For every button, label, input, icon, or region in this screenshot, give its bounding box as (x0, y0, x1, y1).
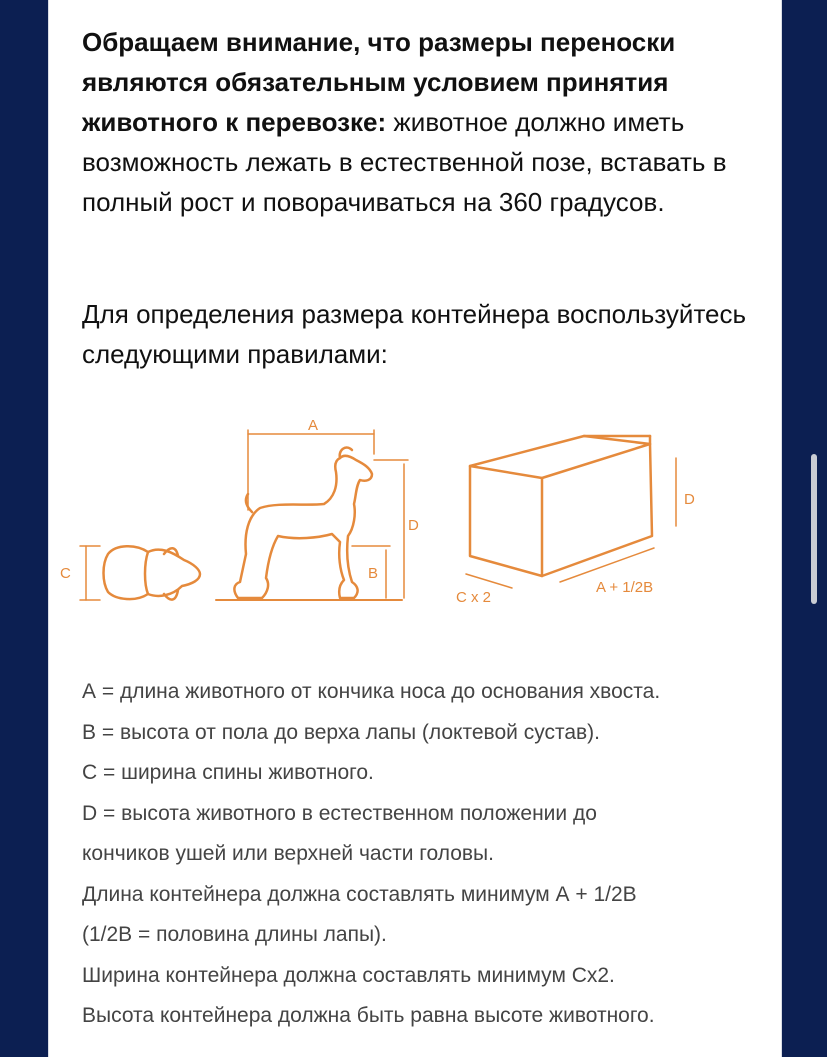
definition-line: D = высота животного в естественном положении до (82, 801, 597, 825)
definitions-list (82, 672, 772, 1037)
carrier-box-icon (470, 436, 652, 576)
label-b: B (368, 565, 379, 582)
definition-line: Высота контейнера должна быть равна высоте животного. (82, 1004, 655, 1027)
label-a: A (308, 417, 319, 434)
rules-intro-paragraph: Для определения размера контейнера воспользуйтесь следующими правилами: (82, 299, 747, 369)
label-a-half-b: A + 1/2B (596, 579, 654, 596)
intro-rest-text: животное должно иметь возможность лежать в естественной позе, вставать в полный рост и поворачиваться на 360 градусов. (82, 107, 727, 217)
definition-line: В = высота от пола до верха лапы (локтевой сустав). (82, 720, 601, 744)
intro-bold-text: Обращаем внимание, что размеры переноски являются обязательным условием принятия животного к перевозке: (82, 27, 676, 137)
label-cx2: C x 2 (456, 589, 492, 606)
scrollbar[interactable] (811, 454, 817, 604)
definition-line: Длина контейнера должна составлять минимум А + 1/2В (82, 882, 637, 906)
definition-line: Ширина контейнера должна составлять минимум Сх2. (82, 963, 615, 987)
label-d-dog: D (408, 517, 419, 534)
definition-line: (1/2В = половина длины лапы). (82, 923, 387, 946)
definition-line: А = длина животного от кончика носа до основания хвоста. (82, 680, 661, 703)
definition-line: кончиков ушей или верхней части головы. (82, 842, 494, 865)
label-d-box: D (684, 491, 695, 508)
dog-top-view-icon (80, 546, 200, 600)
definition-line: С = ширина спины животного. (82, 761, 374, 784)
carrier-size-diagram (56, 414, 716, 614)
intro-paragraph (82, 22, 762, 222)
label-c: C (60, 565, 71, 582)
